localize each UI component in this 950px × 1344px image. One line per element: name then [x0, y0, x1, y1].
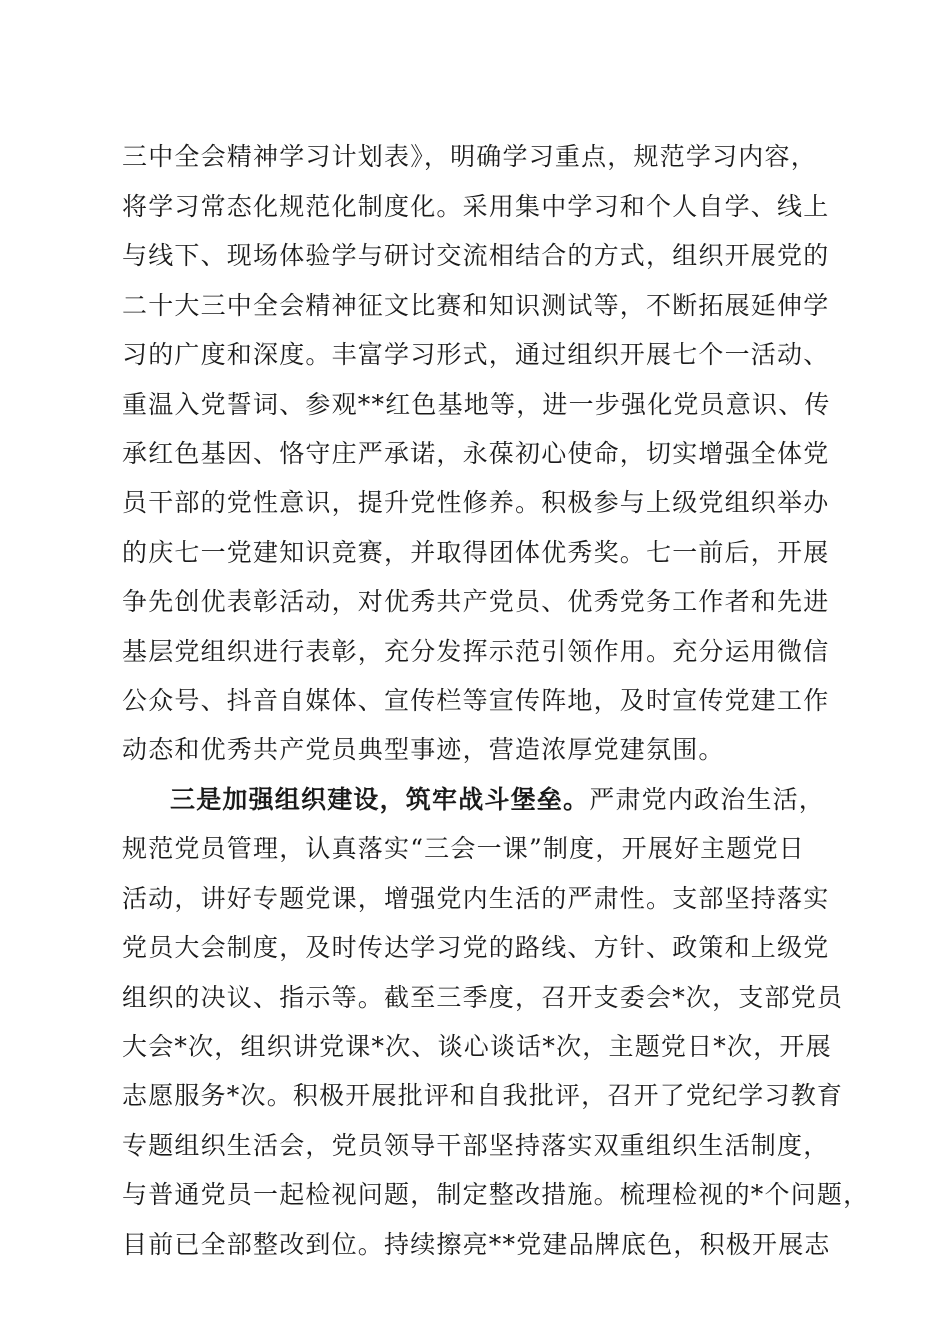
body-text-line: 志愿服务*次。积极开展批评和自我批评，召开了党纪学习教育 [122, 1081, 844, 1110]
body-text-line: 目前已全部整改到位。持续擦亮**党建品牌底色，积极开展志 [122, 1230, 831, 1259]
body-text-line: 动态和优秀共产党员典型事迹，营造浓厚党建氛围。 [122, 735, 725, 764]
body-text-line: 承红色基因、恪守庄严承诺，永葆初心使命，切实增强全体党 [122, 439, 830, 468]
body-text-line: 活动，讲好专题党课，增强党内生活的严肃性。支部坚持落实 [122, 884, 830, 913]
body-text-line: 习的广度和深度。丰富学习形式，通过组织开展七个一活动、 [122, 340, 830, 369]
body-text-line: 党员大会制度，及时传达学习党的路线、方针、政策和上级党 [122, 933, 830, 962]
body-text-line: 的庆七一党建知识竞赛，并取得团体优秀奖。七一前后，开展 [122, 538, 830, 567]
body-text-line: 专题组织生活会，党员领导干部坚持落实双重组织生活制度， [122, 1131, 830, 1160]
body-text-line: 与普通党员一起检视问题，制定整改措施。梳理检视的*个问题， [122, 1180, 870, 1209]
body-text-line: 基层党组织进行表彰，充分发挥示范引领作用。充分运用微信 [122, 637, 830, 666]
body-text-line: 组织的决议、指示等。截至三季度，召开支委会*次，支部党员 [122, 983, 844, 1012]
body-text-line: 大会*次，组织讲党课*次、谈心谈话*次，主题党日*次，开展 [122, 1032, 832, 1061]
body-text-line: 规范党员管理，认真落实“三会一课”制度，开展好主题党日 [122, 834, 805, 863]
body-text-line: 二十大三中全会精神征文比赛和知识测试等，不断拓展延伸学 [122, 291, 830, 320]
section-three-first-line [170, 780, 890, 820]
body-text-line: 重温入党誓词、参观**红色基地等，进一步强化党员意识、传 [122, 390, 831, 419]
body-text-line: 员干部的党性意识，提升党性修养。积极参与上级党组织举办 [122, 488, 830, 517]
section-three-lead-heading: 三是加强组织建设，筑牢战斗堡垒。 [170, 785, 590, 814]
body-text-line: 将学习常态化规范化制度化。采用集中学习和个人自学、线上 [122, 192, 830, 221]
body-text-line: 与线下、现场体验学与研讨交流相结合的方式，组织开展党的 [122, 241, 830, 270]
body-text-line: 争先创优表彰活动，对优秀共产党员、优秀党务工作者和先进 [122, 587, 830, 616]
body-text-line: 公众号、抖音自媒体、宣传栏等宣传阵地，及时宣传党建工作 [122, 686, 830, 715]
body-text-line: 三中全会精神学习计划表》，明确学习重点，规范学习内容， [122, 142, 817, 171]
section-three-first-line-rest: 严肃党内政治生活， [589, 785, 826, 814]
